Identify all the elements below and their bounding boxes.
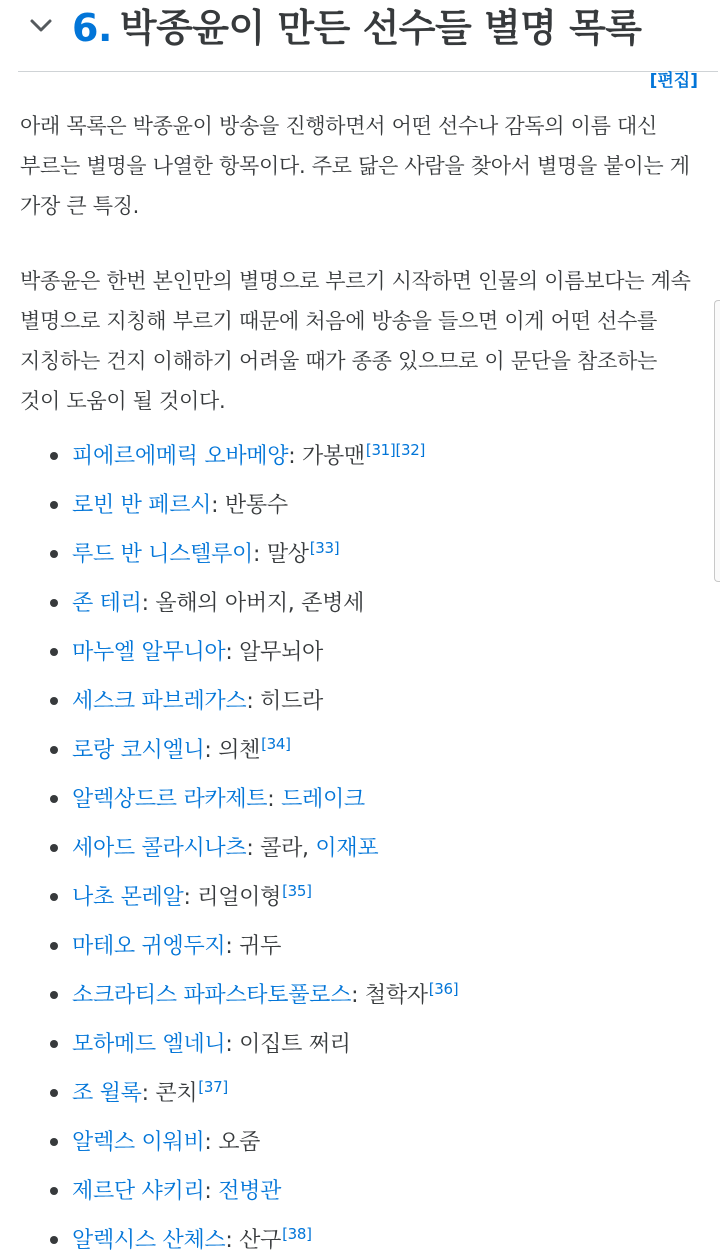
separator: : [204,738,219,763]
separator: : [246,836,261,861]
player-link[interactable]: 마테오 귀엥두지 [72,934,226,959]
player-link[interactable]: 조 윌록 [72,1081,142,1106]
separator: : [267,787,282,812]
nickname: 산구 [239,1228,282,1253]
footnote-ref[interactable]: [33] [309,538,340,557]
bullet-icon [50,942,58,950]
list-item [50,1167,710,1216]
player-link[interactable]: 로랑 코시엘니 [72,738,205,763]
footnote-ref[interactable]: [31][32] [365,440,426,459]
player-link[interactable]: 피에르에메릭 오바메양 [72,444,289,469]
player-link[interactable]: 알렉상드르 라카제트 [72,787,268,812]
bullet-icon [50,648,58,656]
list-item [50,1118,710,1167]
separator: : [211,493,225,518]
section-number: 6. [72,6,112,50]
list-item [50,530,710,579]
list-item [50,579,710,628]
nickname: 콜라, [260,836,316,861]
list-item [50,873,710,922]
footnote-ref[interactable]: [36] [428,979,459,998]
list-item [50,1216,710,1260]
nickname: 히드라 [260,689,323,714]
nickname: 의첸 [218,738,261,763]
bullet-icon [50,1236,58,1244]
edit-label[interactable]: 편집 [657,71,691,91]
section-title: 박종윤이 만든 선수들 별명 목록 [119,6,642,50]
nickname: 말상 [266,542,309,567]
nickname: 귀두 [239,934,282,959]
bullet-icon [50,1089,58,1097]
nickname: 리얼이형 [197,885,282,910]
player-link[interactable]: 알렉시스 산체스 [72,1228,226,1253]
list-item [50,726,710,775]
separator: : [225,1032,240,1057]
nickname: 반통수 [224,493,288,518]
bullet-icon [50,697,58,705]
nickname: 콘치 [155,1081,198,1106]
separator: : [141,1081,156,1106]
bullet-icon [50,795,58,803]
player-link[interactable]: 나초 몬레알 [72,885,184,910]
separator: : [225,640,240,665]
nickname-link[interactable]: 드레이크 [281,787,365,812]
player-link[interactable]: 세스크 파브레가스 [72,689,247,714]
bullet-icon [50,550,58,558]
chevron-down-icon[interactable] [28,12,54,38]
player-link[interactable]: 존 테리 [72,591,142,616]
nickname: 올해의 아버지, 존병세 [155,591,365,616]
list-item [50,677,710,726]
list-item [50,824,710,873]
list-item [50,922,710,971]
separator: : [351,983,365,1008]
bullet-icon [50,991,58,999]
section-header [18,0,718,72]
list-item [50,1020,710,1069]
bullet-icon [50,452,58,460]
footnote-ref[interactable]: [37] [198,1077,228,1096]
player-link[interactable]: 모하메드 엘네니 [72,1032,226,1057]
nickname-link[interactable]: 이재포 [315,836,379,861]
list-item [50,1069,710,1118]
list-item [50,775,710,824]
footnote-ref[interactable]: [34] [261,734,291,753]
separator: : [141,591,156,616]
intro-paragraph: 아래 목록은 박종윤이 방송을 진행하면서 어떤 선수나 감독의 이름 대신 부르는 별명을 나열한 항목이다. 주로 닮은 사람을 찾아서 별명을 붙이는 게 가장 큰 특징. [20,114,690,218]
bullet-icon [50,844,58,852]
bullet-icon [50,1138,58,1146]
player-link[interactable]: 루드 반 니스텔루이 [72,542,254,567]
player-link[interactable]: 소크라티스 파파스타토풀로스 [72,983,352,1008]
separator: : [183,885,198,910]
bullet-icon [50,501,58,509]
player-link[interactable]: 제르단 샤키리 [72,1179,205,1204]
player-link[interactable]: 로빈 반 페르시 [72,493,212,518]
usage-paragraph: 박종윤은 한번 본인만의 별명으로 부르기 시작하면 인물의 이름보다는 계속 별명으로 지칭해 부르기 때문에 처음에 방송을 들으면 이게 어떤 선수를 지칭하는 건지 이해하기 어려울 때가 종종 있으므로 이 문단을 참조하는 것이 도움이 될 것이다. [20,269,691,413]
footnote-ref[interactable]: [38] [282,1224,312,1243]
separator: : [225,934,240,959]
player-link[interactable]: 마누엘 알무니아 [72,640,226,665]
separator: : [288,444,303,469]
nickname: 이집트 쩌리 [239,1032,351,1057]
nickname-link[interactable]: 전병관 [218,1179,282,1204]
player-link[interactable]: 알렉스 이워비 [72,1130,205,1155]
footnote-ref[interactable]: [35] [282,881,312,900]
player-link[interactable]: 세아드 콜라시나츠 [72,836,247,861]
bullet-icon [50,1187,58,1195]
separator: : [204,1130,219,1155]
list-item [50,481,710,530]
bullet-icon [50,893,58,901]
nickname: 알무뇌아 [239,640,323,665]
separator: : [225,1228,240,1253]
edit-link[interactable]: [편집] [649,71,698,91]
section-heading [72,4,642,52]
nickname: 오줌 [218,1130,261,1155]
separator: : [253,542,267,567]
bullet-icon [50,746,58,754]
scrollbar[interactable] [714,300,720,582]
list-item [50,432,710,481]
nickname: 가봉맨 [302,444,365,469]
list-item [50,971,710,1020]
separator: : [204,1179,219,1204]
bullet-icon [50,599,58,607]
section-content [20,106,700,456]
nickname-list [50,432,710,1260]
separator: : [246,689,261,714]
nickname: 철학자 [364,983,428,1008]
list-item [50,628,710,677]
bullet-icon [50,1040,58,1048]
